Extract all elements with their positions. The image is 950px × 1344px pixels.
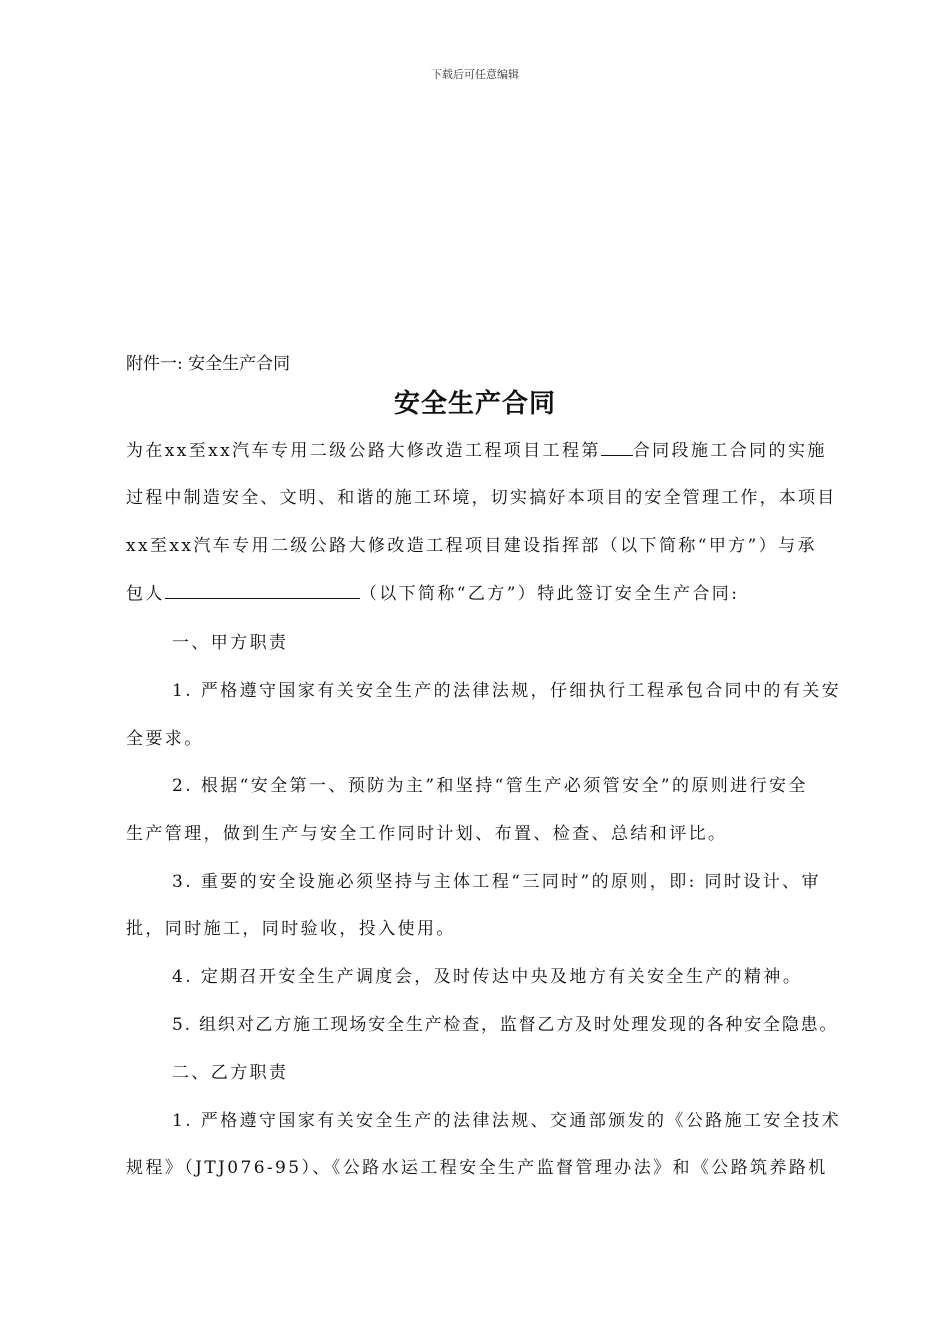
page-header: 下载后可任意编辑 <box>431 68 519 81</box>
party-b-item-1-cont: 规程》（JTJ076-95）、《公路水运工程安全生产监督管理办法》和《公路筑养路机 <box>126 1158 828 1178</box>
intro-text: 为在xx至xx汽车专用二级公路大修改造工程项目工程第 <box>126 441 601 461</box>
party-a-item-1: 1. 严格遵守国家有关安全生产的法律法规，仔细执行工程承包合同中的有关安 <box>172 681 842 701</box>
party-a-item-2-cont: 生产管理，做到生产与安全工作同时计划、布置、检查、总结和评比。 <box>126 824 728 844</box>
party-a-item-3: 3. 重要的安全设施必须坚持与主体工程“三同时”的原则，即: 同时设计、审 <box>172 872 821 892</box>
intro-line-1 <box>126 439 840 463</box>
party-a-item-5: 5. 组织对乙方施工现场安全生产检查，监督乙方及时处理发现的各种安全隐患。 <box>172 1015 839 1035</box>
party-a-item-4: 4. 定期召开安全生产调度会，及时传达中央及地方有关安全生产的精神。 <box>172 967 803 987</box>
intro-line-3: xx至xx汽车专用二级公路大修改造工程项目建设指挥部（以下简称“甲方”）与承 <box>126 536 817 556</box>
document-title: 安全生产合同 <box>393 389 556 419</box>
party-a-item-2: 2. 根据“安全第一、预防为主”和坚持“管生产必须管安全”的原则进行安全 <box>172 776 808 796</box>
party-a-item-1-cont: 全要求。 <box>126 729 204 749</box>
section-heading-party-b: 二、乙方职责 <box>172 1063 289 1083</box>
intro-line-4 <box>126 582 840 606</box>
contractor-name-blank <box>165 583 360 599</box>
intro-text: 包人 <box>126 584 165 604</box>
contract-section-blank <box>601 440 633 456</box>
party-a-item-3-cont: 批，同时施工，同时验收，投入使用。 <box>126 919 456 939</box>
section-heading-party-a: 一、甲方职责 <box>172 633 289 653</box>
intro-text: （以下简称“乙方”）特此签订安全生产合同: <box>359 584 740 604</box>
intro-line-2: 过程中制造安全、文明、和谐的施工环境，切实搞好本项目的安全管理工作，本项目 <box>126 488 837 508</box>
intro-text: 合同段施工合同的实施 <box>632 441 827 461</box>
party-b-item-1: 1. 严格遵守国家有关安全生产的法律法规、交通部颁发的《公路施工安全技术 <box>172 1111 842 1131</box>
attachment-label: 附件一: 安全生产合同 <box>126 354 291 374</box>
